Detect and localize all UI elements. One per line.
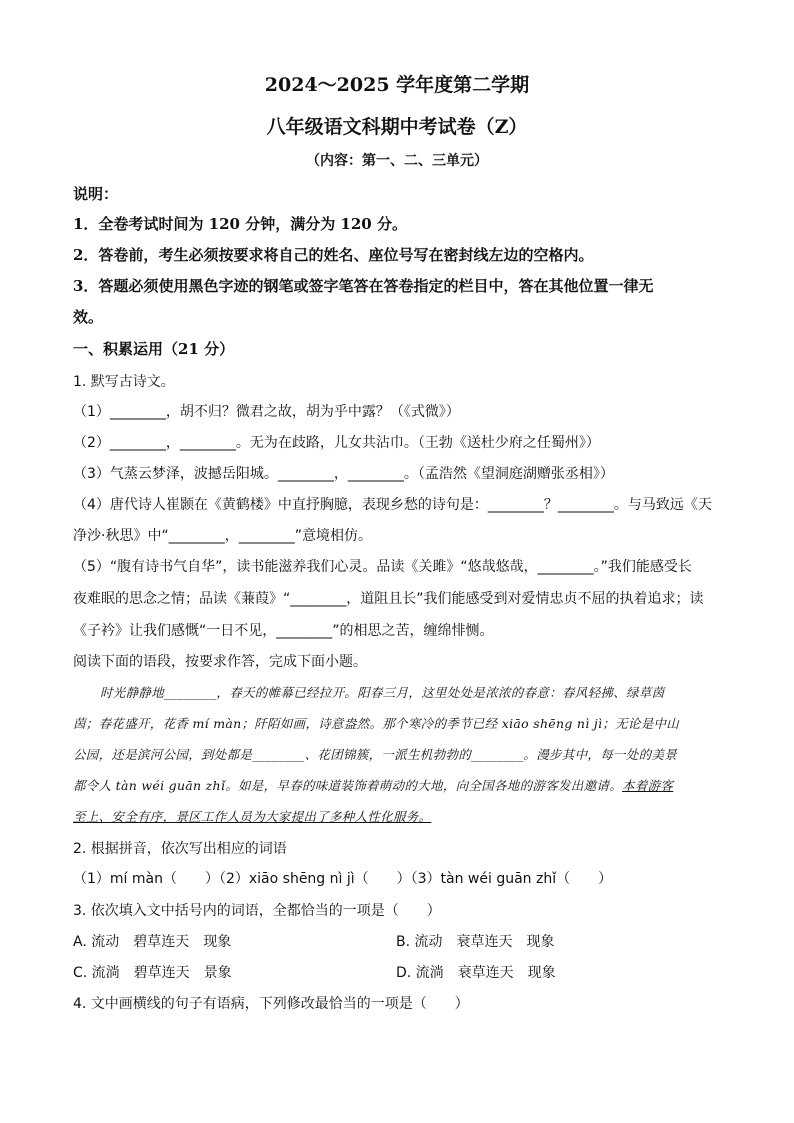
option-d: D. 流淌 衰草连天 现象 bbox=[396, 965, 556, 981]
instructions-label: 说明： bbox=[73, 185, 119, 203]
question-1-line: （3）气蒸云梦泽，波撼岳阳城。________，________。（孟浩然《望洞庭湖赠张丞相》） bbox=[73, 466, 614, 482]
exam-title: 八年级语文科期中考试卷（Z） bbox=[266, 116, 528, 138]
option-b: B. 流动 衰草连天 现象 bbox=[396, 934, 555, 950]
question-1-line: 《子衿》让我们感慨“一日不见，________”的相思之苦，缠绵悱恻。 bbox=[73, 623, 494, 639]
underlined-sentence-part: 本着游客 bbox=[622, 778, 674, 793]
reading-intro: 阅读下面的语段，按要求作答，完成下面小题。 bbox=[73, 654, 367, 670]
question-4-stem: 4. 文中画横线的句子有语病，下列修改最恰当的一项是（ ） bbox=[73, 996, 469, 1012]
passage-line bbox=[73, 776, 721, 794]
passage-line: 公园，还是滨河公园，到处都是________、花团锦簇，一派生机勃勃的________。漫步其中，每一处的美景 bbox=[73, 747, 678, 762]
option-a: A. 流动 碧草连天 现象 bbox=[73, 934, 232, 950]
instruction-item: 3．答题必须使用黑色字迹的钢笔或签字笔答在答卷指定的栏目中，答在其他位置一律无 bbox=[73, 277, 654, 295]
question-1-line: （4）唐代诗人崔颢在《黄鹤楼》中直抒胸臆，表现乡愁的诗句是：________？________。与马致远《天 bbox=[73, 497, 712, 513]
question-1-line: （1）________，胡不归？微君之故，胡为乎中露？（《式微》） bbox=[73, 404, 460, 420]
passage-line: 时光静静地________，春天的帷幕已经拉开。阳春三月，这里处处是浓浓的春意：春风轻拂、绿草茵 bbox=[100, 685, 665, 700]
exam-scope: （内容：第一、二、三单元） bbox=[306, 153, 488, 169]
question-1-line: （5）“腹有诗书气自华”，读书能滋养我们心灵。品读《关雎》“悠哉悠哉，________。”我们能感受长 bbox=[73, 559, 692, 575]
question-1-line: 净沙·秋思》中“________，________”意境相仿。 bbox=[73, 528, 372, 544]
passage-line: 茵；春花盛开，花香 mí màn；阡陌如画，诗意盎然。那个寒冷的季节已经 xiāo shēng nì jì；无论是中山 bbox=[73, 716, 680, 731]
passage-text: 都令人 tàn wéi guān zhǐ。如是，早春的味道装饰着萌动的大地，向全国各地的游客发出邀请。 bbox=[73, 778, 623, 793]
section-heading: 一、积累运用（21 分） bbox=[73, 340, 235, 358]
question-3-stem: 3. 依次填入文中括号内的词语，全都恰当的一项是（ ） bbox=[73, 903, 441, 919]
question-2-answer-line: （1）mí màn（ ）（2）xiāo shēng nì jì（ ）（3）tàn wéi guān zhǐ（ ） bbox=[73, 871, 613, 887]
underlined-sentence-part: 至上、安全有序，景区工作人员为大家提出了多种人性化服务。 bbox=[73, 809, 432, 824]
option-c: C. 流淌 碧草连天 景象 bbox=[73, 965, 232, 981]
instruction-item: 1．全卷考试时间为 120 分钟，满分为 120 分。 bbox=[73, 215, 407, 233]
question-1-stem: 1. 默写古诗文。 bbox=[73, 374, 175, 390]
instruction-item: 2．答卷前，考生必须按要求将自己的姓名、座位号写在密封线左边的空格内。 bbox=[73, 246, 594, 264]
question-1-line: （2）________，________。无为在歧路，儿女共沾巾。（王勃《送杜少府之任蜀州》） bbox=[73, 435, 600, 451]
question-2-stem: 2. 根据拼音，依次写出相应的词语 bbox=[73, 841, 287, 857]
instruction-item: 效。 bbox=[73, 308, 104, 326]
question-1-line: 夜难眠的思念之情；品读《蒹葭》“________，道阻且长”我们能感受到对爱情忠贞不屈的执着追求；读 bbox=[73, 591, 704, 607]
term-title: 2024～2025 学年度第二学期 bbox=[264, 74, 530, 96]
